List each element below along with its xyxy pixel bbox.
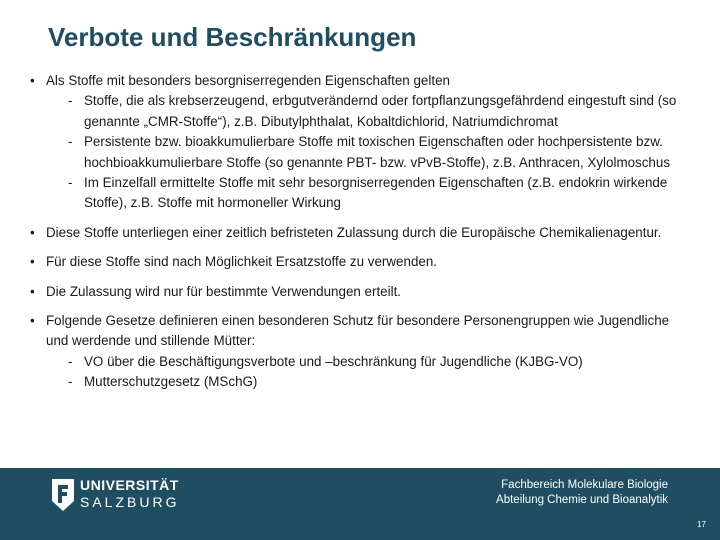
bullet-marker: • [30, 73, 35, 88]
sub-marker: - [68, 175, 73, 191]
logo-emblem-icon [50, 479, 76, 511]
bullet-item [30, 71, 680, 91]
bullet-marker: • [30, 313, 35, 329]
sub-marker: - [68, 353, 73, 369]
bullet-marker: • [30, 283, 35, 299]
bullet-text: Diese Stoffe unterliegen einer zeitlich befristeten Zulassung durch die Europäische Chemikalienagentur. [46, 224, 662, 240]
sub-marker: - [68, 374, 73, 390]
footer-line-2: Abteilung Chemie und Bioanalytik [496, 494, 668, 506]
bullet-text: Folgende Gesetze definieren einen besonderen Schutz für besondere Personengruppen wie Jugendliche und werdende und stillende Mütter: [46, 313, 670, 349]
sub-item [30, 352, 680, 372]
logo-text-universitaet: UNIVERSITÄT [80, 477, 179, 493]
logo-text-salzburg: SALZBURG [80, 494, 180, 510]
slide-title: Verbote und Beschränkungen [48, 22, 417, 52]
bullet-marker: • [30, 224, 35, 240]
slide-body [30, 71, 680, 393]
sub-item [30, 132, 680, 173]
sub-item-text: Im Einzelfall ermittelte Stoffe mit sehr besorgniserregenden Eigenschaften (z.B. endokrin wirkende Stoffe), z.B. Stoffe mit hormoneller Wirkung [84, 175, 668, 211]
university-logo [50, 475, 180, 535]
bullet-text: Als Stoffe mit besonders besorgniserregenden Eigenschaften gelten [46, 73, 450, 88]
sub-item [30, 173, 680, 214]
bullet-marker: • [30, 254, 35, 270]
bullet-item [30, 282, 680, 302]
sub-item-text: Persistente bzw. bioakkumulierbare Stoffe mit toxischen Eigenschaften oder hochpersistente bzw. hochbioakkumulierbare Stoffe (so genannte PBT- bzw. vPvB-Stoffe), z.B. Anthracen, Xylolmoschus [84, 134, 671, 170]
bullet-item [30, 252, 680, 272]
footer-line-1: Fachbereich Molekulare Biologie [501, 479, 668, 491]
footer-department [496, 478, 668, 508]
bullet-item [30, 223, 680, 243]
bullet-item [30, 311, 680, 352]
sub-marker: - [68, 93, 73, 109]
page-number: 17 [697, 520, 706, 529]
sub-item [30, 91, 680, 132]
sub-item-text: VO über die Beschäftigungsverbote und –beschränkung für Jugendliche (KJBG-VO) [84, 353, 583, 369]
sub-item-text: Mutterschutzgesetz (MSchG) [84, 374, 258, 390]
bullet-text: Die Zulassung wird nur für bestimmte Verwendungen erteilt. [46, 283, 402, 299]
sub-item-text: Stoffe, die als krebserzeugend, erbgutverändernd oder fortpflanzungsgefährdend eingestuft sind (so genannte „CMR-Stoffe“), z.B. Dibutylphthalat, Kobaltdichlorid, Natriumdichromat [84, 93, 677, 129]
sub-item [30, 372, 680, 392]
bullet-text: Für diese Stoffe sind nach Möglichkeit Ersatzstoffe zu verwenden. [46, 254, 438, 270]
sub-marker: - [68, 134, 73, 150]
